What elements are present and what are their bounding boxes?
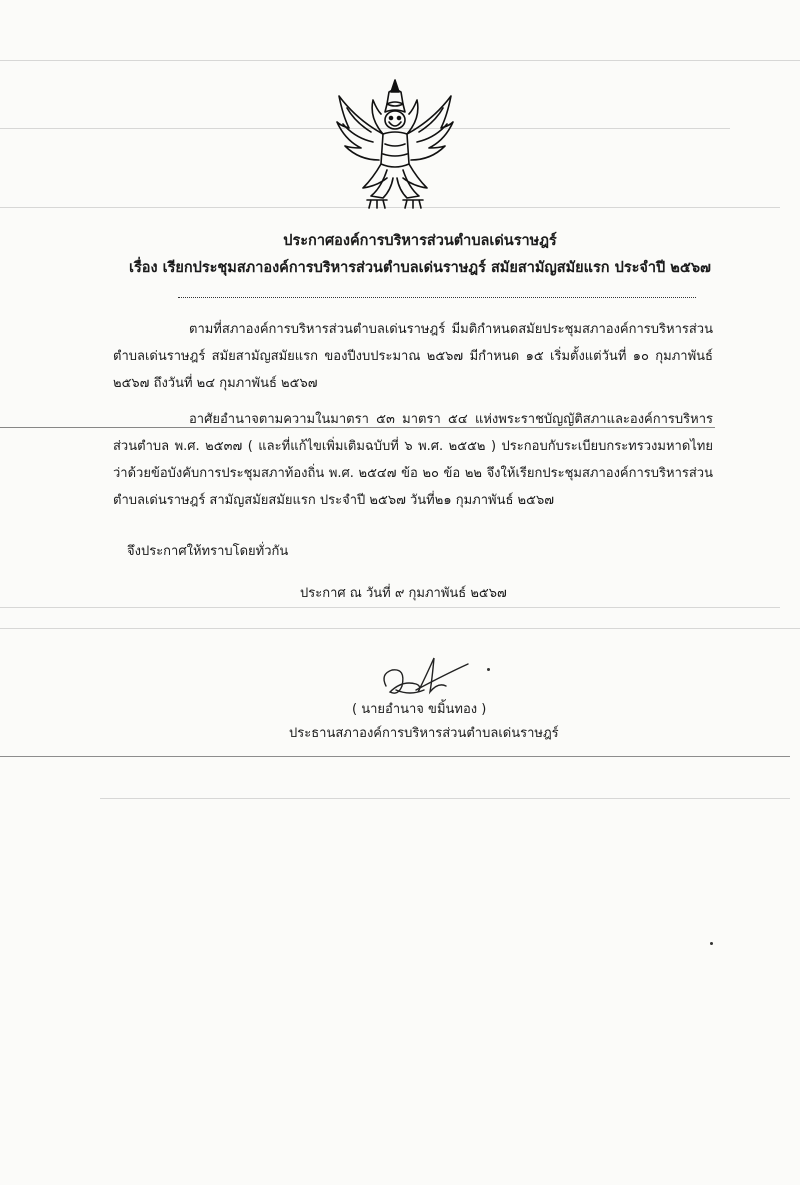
body-paragraph-3: จึงประกาศให้ทราบโดยทั่วกัน xyxy=(127,544,289,559)
body-paragraph-1 xyxy=(113,316,713,397)
dotted-separator xyxy=(178,297,696,298)
garuda-emblem xyxy=(333,78,457,214)
body-paragraph-1-text: ตามที่สภาองค์การบริหารส่วนตำบลเด่นราษฎร์ มีมติกำหนดสมัยประชุมสภาองค์การบริหารส่วนตำบลเด่นราษฎร์ สมัยสามัญสมัยแรก ของปีงบประมาณ ๒๕๖๗ มีกำหนด ๑๕ เริ่มตั้งแต่วันที่ ๑๐ กุมภาพันธ์ ๒๕๖๗ ถึงวันที่ ๒๔ กุมภาพันธ์ ๒๕๖๗ xyxy=(113,322,713,391)
scan-shadow-line xyxy=(0,628,800,629)
announcement-subject: เรื่อง เรียกประชุมสภาองค์การบริหารส่วนตำบลเด่นราษฎร์ สมัยสามัญสมัยแรก ประจำปี ๒๕๖๗ xyxy=(129,260,711,276)
signer-position: ประธานสภาองค์การบริหารส่วนตำบลเด่นราษฎร์ xyxy=(289,726,559,741)
issue-date: ประกาศ ณ วันที่ ๙ กุมภาพันธ์ ๒๕๖๗ xyxy=(300,586,507,601)
body-paragraph-2-text: อาศัยอำนาจตามความในมาตรา ๕๓ มาตรา ๕๔ แห่งพระราชบัญญัติสภาและองค์การบริหารส่วนตำบล พ.ศ. ๒๕๓๗ ( และที่แก้ไขเพิ่มเติมฉบับที่ ๖ พ.ศ. ๒๕๕๒ ) ประกอบกับระเบียบกระทรวงมหาดไทย ว่าด้วยข้อบังคับการประชุมสภาท้องถิ่น พ.ศ. ๒๕๔๗ ข้อ ๒๐ ข้อ ๒๒ จึงให้เรียกประชุมสภาองค์การบริหารส่วนตำบลเด่นราษฎร์ สามัญสมัยสมัยแรก ประจำปี ๒๕๖๗ วันที่๒๑ กุมภาพันธ์ ๒๕๖๗ xyxy=(113,412,713,508)
scan-shadow-line xyxy=(0,607,780,608)
announcement-title: ประกาศองค์การบริหารส่วนตำบลเด่นราษฎร์ xyxy=(283,233,557,249)
scan-shadow-line xyxy=(0,60,800,61)
scan-speck xyxy=(487,668,490,671)
scan-shadow-line xyxy=(100,798,790,799)
body-paragraph-2 xyxy=(113,406,713,514)
scan-shadow-line xyxy=(0,756,790,757)
scan-speck xyxy=(710,942,713,945)
signer-name: ( นายอำนาจ ขมิ้นทอง ) xyxy=(352,702,487,717)
